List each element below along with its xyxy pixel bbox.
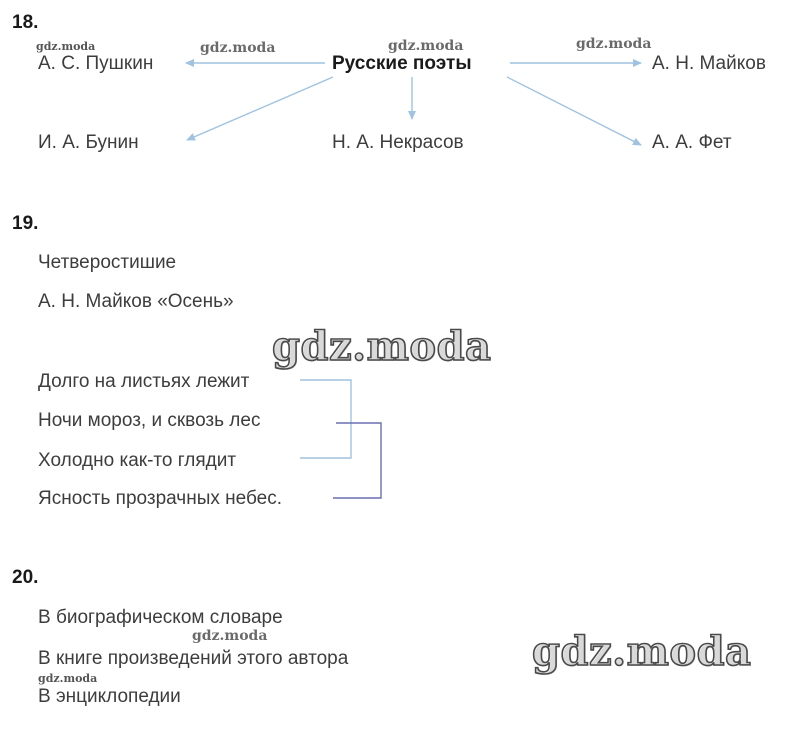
watermark-small: gdz.moda [192, 628, 268, 644]
answer-item: В энциклопедии [38, 686, 181, 707]
answer-item: В биографическом словаре [38, 607, 283, 628]
arrow-to-bunin [187, 77, 333, 140]
poet-bunin: И. А. Бунин [38, 132, 139, 153]
watermark-small: gdz.moda [388, 38, 464, 54]
poet-nekrasov: Н. А. Некрасов [332, 132, 464, 153]
poet-fet: А. А. Фет [652, 132, 732, 153]
answer-item: В книге произведений этого автора [38, 648, 349, 669]
watermark-small: gdz.moda [576, 36, 652, 52]
rhyme-bracket-b [333, 423, 381, 498]
poem-title: А. Н. Майков «Осень» [38, 291, 234, 312]
poem-form: Четверостишие [38, 252, 177, 273]
watermark-large: gdz.moda [272, 323, 492, 370]
diagram-center-title: Русские поэты [332, 53, 472, 74]
watermark-small: gdz.moda [38, 672, 98, 685]
rhyme-bracket-a [300, 380, 351, 458]
poem-line: Холодно как-то глядит [38, 450, 237, 471]
poem-line: Долго на листьях лежит [38, 371, 250, 392]
poem-line: Ночи мороз, и сквозь лес [38, 410, 261, 431]
task-19-number: 19. [12, 213, 39, 234]
task-18-number: 18. [12, 12, 39, 33]
watermark-large: gdz.moda [532, 628, 752, 675]
watermark-small: gdz.moda [200, 40, 276, 56]
poem-line: Ясность прозрачных небес. [38, 488, 282, 509]
arrow-to-fet [507, 77, 641, 145]
watermark-small: gdz.moda [36, 40, 96, 53]
task-20-number: 20. [12, 567, 39, 588]
poet-maikov: А. Н. Майков [652, 53, 766, 74]
poet-pushkin: А. С. Пушкин [38, 53, 154, 74]
